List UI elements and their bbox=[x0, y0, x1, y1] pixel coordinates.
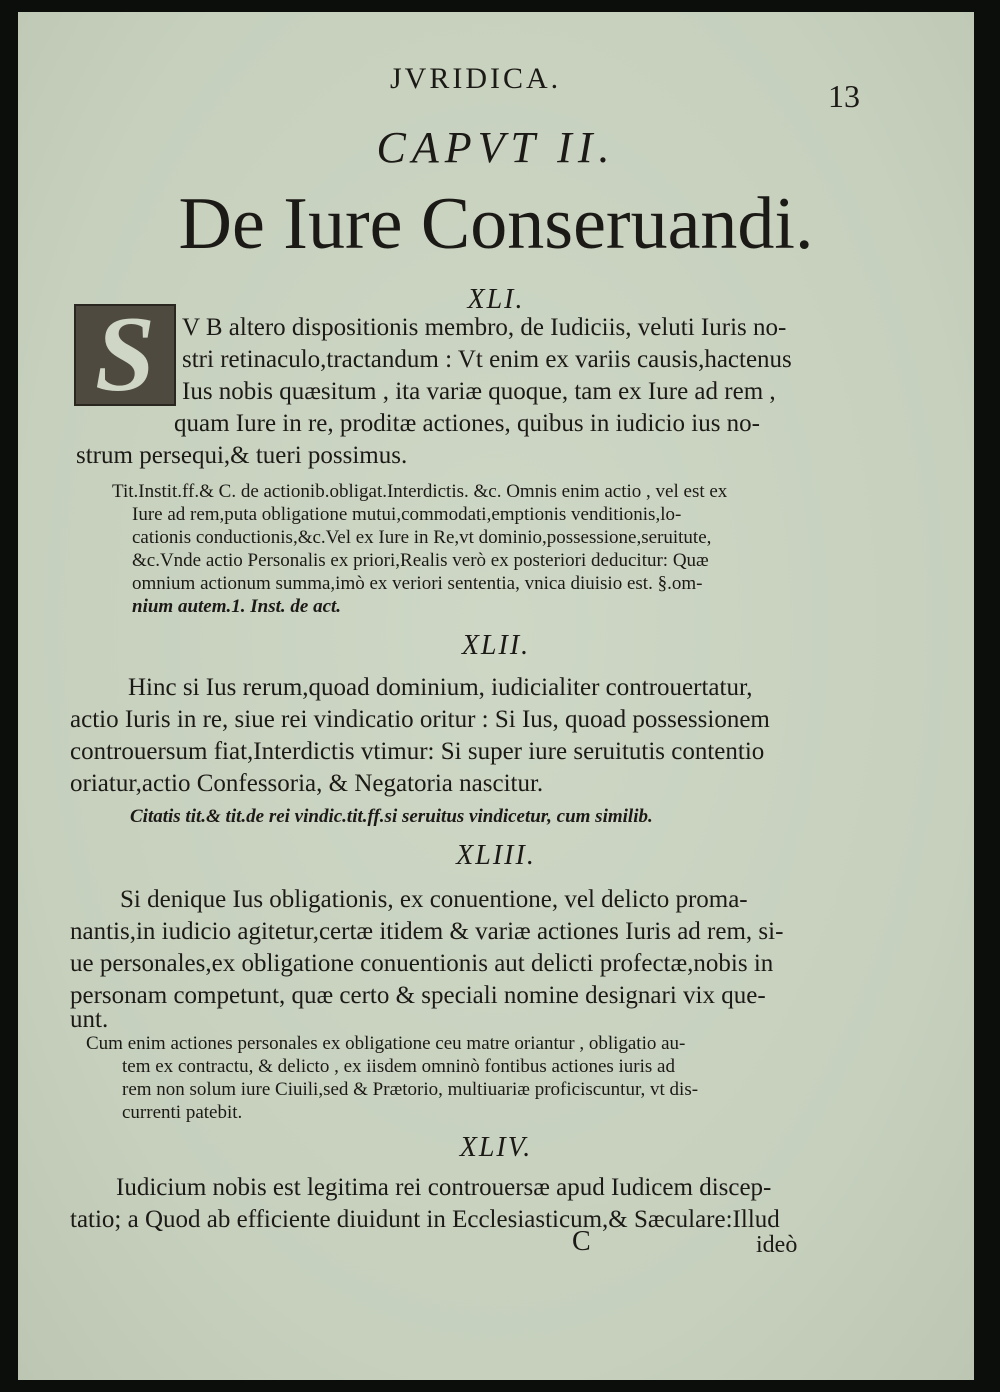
body-line: Ius nobis quæsitum , ita variæ quoque, tam ex Iure ad rem , bbox=[182, 378, 776, 405]
note-line: &c.Vnde actio Personalis ex priori,Realis verò ex posteriori deducitur: Quæ bbox=[132, 550, 709, 571]
note-line: cationis conductionis,&c.Vel ex Iure in Re,vt dominio,possessione,seruitute, bbox=[132, 527, 712, 548]
section-number: XLIV. bbox=[459, 1132, 533, 1163]
note-line: Tit.Instit.ff.& C. de actionib.obligat.Interdictis. &c. Omnis enim actio , vel est ex bbox=[112, 481, 728, 502]
body-line: V B altero dispositionis membro, de Iudiciis, veluti Iuris no- bbox=[182, 314, 787, 341]
catchword: ideò bbox=[756, 1232, 798, 1258]
note-line: omnium actionum summa,imò ex veriori sententia, vnica diuisio est. §.om- bbox=[132, 573, 703, 594]
body-line: strum persequi,& tueri possimus. bbox=[76, 442, 408, 469]
chapter-title: De Iure Conseruandi. bbox=[178, 183, 814, 265]
signature-mark: C bbox=[572, 1226, 591, 1257]
body-line: unt. bbox=[70, 1006, 109, 1033]
body-line: oriatur,actio Confessoria, & Negatoria nascitur. bbox=[70, 770, 544, 797]
body-line: controuersum fiat,Interdictis vtimur: Si super iure seruitutis contentio bbox=[70, 738, 765, 765]
body-line: nantis,in iudicio agitetur,certæ itidem & variæ actiones Iuris ad rem, si- bbox=[70, 918, 784, 945]
book-page bbox=[18, 12, 974, 1380]
body-line: stri retinaculo,tractandum : Vt enim ex variis causis,hactenus bbox=[182, 346, 792, 373]
section-number: XLIII. bbox=[456, 840, 536, 871]
page-number: 13 bbox=[828, 78, 860, 114]
section-number: XLII. bbox=[461, 630, 531, 661]
body-line: Iudicium nobis est legitima rei controuersæ apud Iudicem discep- bbox=[116, 1174, 772, 1201]
body-line: Si denique Ius obligationis, ex conuentione, vel delicto proma- bbox=[120, 886, 748, 913]
body-line: actio Iuris in re, siue rei vindicatio oritur : Si Ius, quoad possessionem bbox=[70, 706, 770, 733]
note-line: rem non solum iure Ciuili,sed & Prætorio, multiuariæ proficiscuntur, vt dis- bbox=[122, 1079, 699, 1100]
body-line: Hinc si Ius rerum,quoad dominium, iudicialiter controuertatur, bbox=[128, 674, 753, 701]
citation-line: Citatis tit.& tit.de rei vindic.tit.ff.si seruitus vindicetur, cum similib. bbox=[130, 806, 653, 827]
decorated-initial: S bbox=[74, 304, 176, 406]
note-line: Iure ad rem,puta obligatione mutui,commodati,emptionis venditionis,lo- bbox=[132, 504, 682, 525]
body-line: quam Iure in re, proditæ actiones, quibus in iudicio ius no- bbox=[174, 410, 761, 437]
note-line: Cum enim actiones personales ex obligatione ceu matre oriantur , obligatio au- bbox=[86, 1033, 686, 1054]
body-line: personam competunt, quæ certo & speciali nomine designari vix que- bbox=[70, 982, 766, 1009]
section-number: XLI. bbox=[467, 284, 525, 315]
running-title: JVRIDICA. bbox=[390, 62, 562, 95]
body-line: tatio; a Quod ab efficiente diuidunt in Ecclesiasticum,& Sæculare:Illud bbox=[70, 1206, 780, 1233]
chapter-heading: CAPVT II. bbox=[376, 123, 616, 172]
note-line: nium autem.1. Inst. de act. bbox=[132, 596, 342, 617]
note-line: tem ex contractu, & delicto , ex iisdem omninò fontibus actiones iuris ad bbox=[122, 1056, 675, 1077]
note-line: currenti patebit. bbox=[122, 1102, 243, 1123]
body-line: ue personales,ex obligatione conuentionis aut delicti profectæ,nobis in bbox=[70, 950, 774, 977]
